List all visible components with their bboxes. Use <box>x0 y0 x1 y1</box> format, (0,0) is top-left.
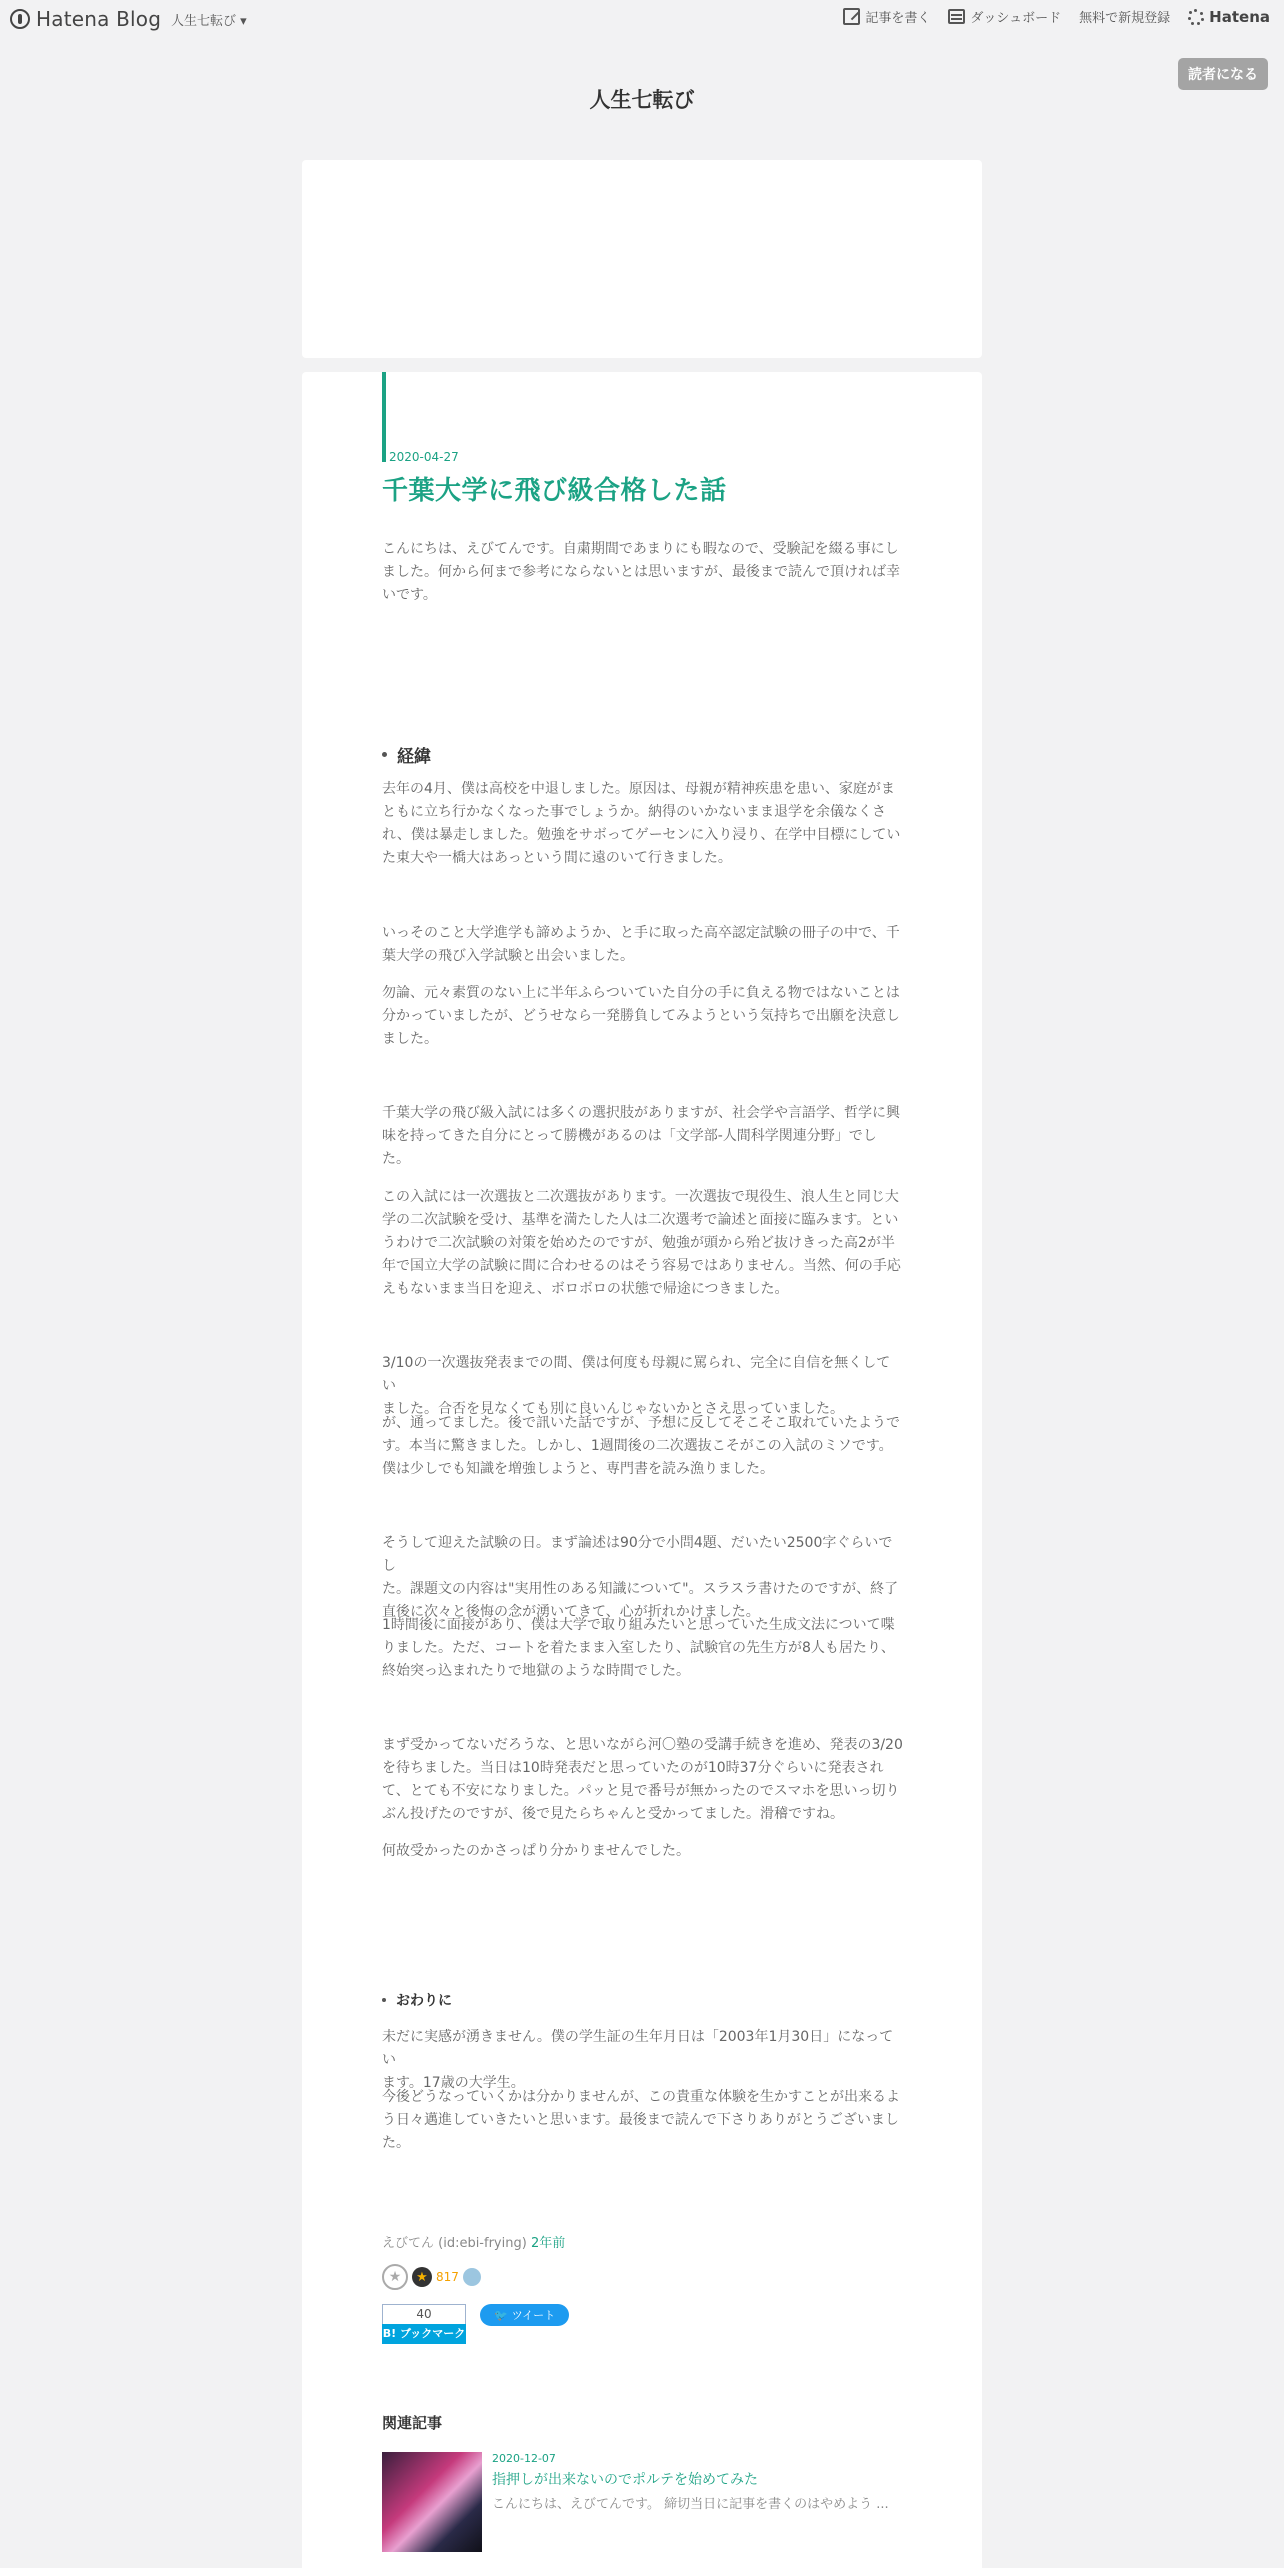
tweet-button[interactable] <box>480 2304 569 2326</box>
related-title[interactable]: 指押しが出来ないのでポルテを始めてみた <box>492 2472 758 2488</box>
hatena-logo-icon <box>10 9 30 29</box>
paragraph: 未だに実感が湧きません。僕の学生証の生年月日は「2003年1月30日」になってい ます。17歳の大学生。 <box>382 2029 894 2091</box>
author-link[interactable]: えびてん (id:ebi-frying) <box>382 2236 527 2251</box>
write-entry-link[interactable] <box>843 7 930 26</box>
date-accent-bar <box>382 372 386 462</box>
global-header <box>0 0 1284 36</box>
add-star-icon[interactable]: ★ <box>382 2264 408 2290</box>
entry-title[interactable]: 千葉大学に飛び級合格した話 <box>382 476 727 506</box>
section-heading-keii: 経緯 <box>382 742 431 767</box>
entry-footer-author <box>382 2232 565 2251</box>
hatena-menu[interactable] <box>1188 8 1270 26</box>
intro-paragraph: こんにちは、えびてんです。自粛期間であまりにも暇なので、受験記を綴る事にし ました。何から何まで参考にならないとは思いますが、最後まで読んで頂ければ幸 いです。 <box>382 541 900 603</box>
blog-title[interactable]: 人生七転び <box>589 88 695 112</box>
twitter-bird-icon: 🐦 <box>494 2308 508 2322</box>
blog-menu-dropdown[interactable]: 人生七転び ▾ <box>171 14 247 29</box>
bookmark-label: B! ブックマーク <box>382 2324 466 2344</box>
paragraph: 勿論、元々素質のない上に半年ふらついていた自分の手に負える物ではないことは 分かっていましたが、どうせなら一発勝負してみようという気持ちで出願を決意し ました。 <box>382 985 900 1047</box>
paragraph: この入試には一次選抜と二次選抜があります。一次選抜で現役生、浪人生と同じ大 学の二次試験を受け、基準を満たした人は二次選考で論述と面接に臨みます。とい うわけで二次試験の対策を始めたのですが、勉強が頭から殆ど抜けきった高2が半 年で国立大学の試験に間に合わせるのはそう容易ではありません。当然、何の手応 えもないまま当日を迎え、ボロボロの状態で帰途につきました。 <box>382 1189 901 1297</box>
paragraph: 何故受かったのかさっぱり分かりませんでした。 <box>382 1843 690 1859</box>
signup-link[interactable]: 無料で新規登録 <box>1079 11 1171 26</box>
star-count[interactable]: 817 <box>436 2270 459 2284</box>
dashboard-icon <box>948 9 965 24</box>
bookmark-count[interactable]: 40 <box>382 2304 466 2324</box>
entry-ago-link[interactable]: 2年前 <box>530 2236 566 2251</box>
paragraph: いっそのこと大学進学も諦めようか、と手に取った高卒認定試験の冊子の中で、千 葉大学の飛び入学試験と出会いました。 <box>382 925 900 964</box>
hatena-bookmark-button[interactable] <box>382 2304 466 2344</box>
logo-text: Hatena Blog <box>36 7 162 31</box>
section-heading-owarini: おわりに <box>382 1990 452 2010</box>
related-snippet: こんにちは、えびてんです。 締切当日に記事を書くのはやめよう ... <box>492 2497 889 2512</box>
avatar[interactable] <box>463 2268 481 2286</box>
star-row <box>382 2264 481 2290</box>
tweet-label: ツイート <box>511 2309 556 2322</box>
related-entry[interactable] <box>382 2452 889 2552</box>
dashboard-link[interactable] <box>948 7 1061 26</box>
hatena-dots-icon <box>1188 9 1204 25</box>
related-date: 2020-12-07 <box>492 2452 556 2465</box>
share-buttons <box>382 2304 569 2344</box>
star-icon[interactable]: ★ <box>412 2267 432 2287</box>
subscribe-button[interactable]: 読者になる <box>1178 58 1268 90</box>
paragraph: 1時間後に面接があり、僕は大学で取り組みたいと思っていた生成文法について喋 りました。ただ、コートを着たまま入室したり、試験官の先生方が8人も居たり、 終始突っ込まれたりで地獄のような時間でした。 <box>382 1617 895 1679</box>
paragraph: まず受かってないだろうな、と思いながら河〇塾の受講手続きを進め、発表の3/20 を待ちました。当日は10時発表だと思っていたのが10時37分ぐらいに発表され て、とても不安になりました。パッと見で番号が無かったのでスマホを思いっ切り ぶん投げたのですが、後で見たらちゃんと受かってました。滑稽ですね。 <box>382 1737 903 1822</box>
ad-area <box>302 160 982 358</box>
entry-date[interactable]: 2020-04-27 <box>389 450 459 464</box>
paragraph: 3/10の一次選抜発表までの間、僕は何度も母親に罵られ、完全に自信を無くしてい ました。合否を見なくても別に良いんじゃないかとさえ思っていました。 <box>382 1355 891 1417</box>
write-entry-label: 記事を書く <box>865 11 931 26</box>
related-heading: 関連記事 <box>382 2414 443 2432</box>
entry-article <box>302 372 982 2568</box>
paragraph: 今後どうなっていくかは分かりませんが、この貴重な体験を生かすことが出来るよ う日々邁進していきたいと思います。最後まで読んで下さりありがとうございまし た。 <box>382 2089 900 2151</box>
hatena-blog-logo[interactable] <box>10 7 161 31</box>
paragraph: そうして迎えた試験の日。まず論述は90分で小問4題、だいたい2500字ぐらいでし た。課題文の内容は"実用性のある知識について"。スラスラ書けたのですが、終了 直後に次々と後悔の念が湧いてきて、心が折れかけました。 <box>382 1535 899 1620</box>
related-thumbnail[interactable] <box>382 2452 482 2552</box>
hatena-brand-label: Hatena <box>1209 7 1270 26</box>
dashboard-label: ダッシュボード <box>970 11 1062 26</box>
paragraph: 去年の4月、僕は高校を中退しました。原因は、母親が精神疾患を患い、家庭がま ともに立ち行かなくなった事でしょうか。納得のいかないまま退学を余儀なくさ れ、僕は暴走しました。勉強をサボってゲーセンに入り浸り、在学中目標にしてい た東大や一橋大はあっという間に遠のいて行きました。 <box>382 781 901 866</box>
paragraph: が、通ってました。後で訊いた話ですが、予想に反してそこそこ取れていたようで す。本当に驚きました。しかし、1週間後の二次選抜こそがこの入試のミソです。 僕は少しでも知識を増強しようと、専門書を読み漁りました。 <box>382 1415 900 1477</box>
pencil-icon <box>843 8 860 25</box>
paragraph: 千葉大学の飛び級入試には多くの選択肢がありますが、社会学や言語学、哲学に興 味を持ってきた自分にとって勝機があるのは「文学部-人間科学関連分野」でし た。 <box>382 1105 900 1167</box>
